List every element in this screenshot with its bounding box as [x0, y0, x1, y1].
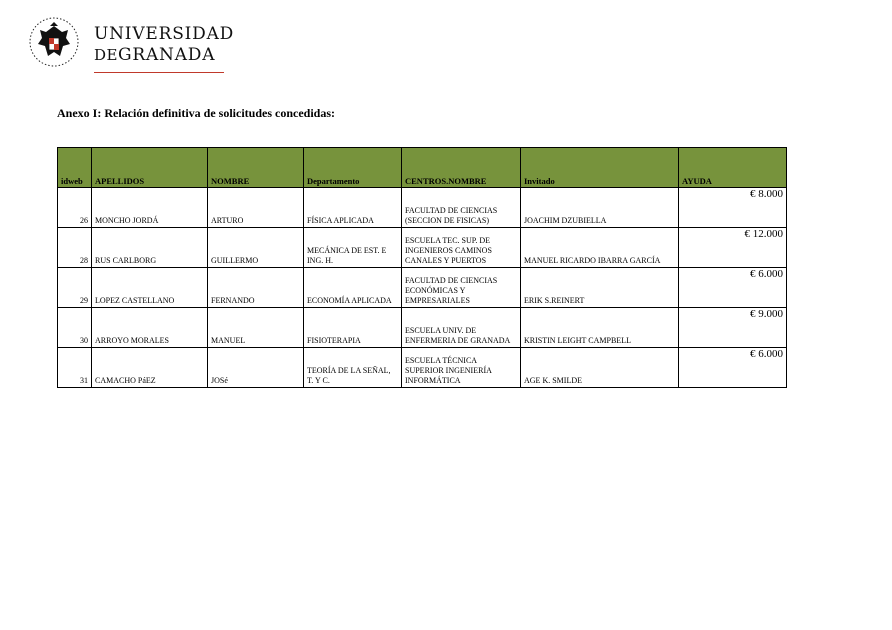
cell-departamento: MECÁNICA DE EST. E ING. H. [304, 228, 402, 268]
table-row [58, 268, 787, 308]
cell-centro: FACULTAD DE CIENCIAS (SECCION DE FISICAS) [402, 188, 521, 228]
cell-centro: ESCUELA UNIV. DE ENFERMERIA DE GRANADA [402, 308, 521, 348]
grants-table [57, 147, 787, 388]
col-header-idweb: idweb [58, 148, 92, 188]
cell-apellidos: LOPEZ CASTELLANO [92, 268, 208, 308]
logo-line-2-main: GRANADA [117, 45, 216, 65]
cell-ayuda: € 6.000 [679, 268, 787, 308]
col-header-invitado: Invitado [521, 148, 679, 188]
cell-departamento: FISIOTERAPIA [304, 308, 402, 348]
cell-apellidos: ARROYO MORALES [92, 308, 208, 348]
cell-nombre: ARTURO [208, 188, 304, 228]
cell-invitado: JOACHIM DZUBIELLA [521, 188, 679, 228]
cell-idweb: 29 [58, 268, 92, 308]
logo-line-1: UNIVERSIDAD [94, 24, 235, 44]
cell-ayuda: € 8.000 [679, 188, 787, 228]
cell-departamento: FÍSICA APLICADA [304, 188, 402, 228]
col-header-departamento: Departamento [304, 148, 402, 188]
cell-departamento: ECONOMÍA APLICADA [304, 268, 402, 308]
university-logo [26, 12, 235, 76]
logo-line-2-prefix: DE [94, 46, 118, 64]
cell-ayuda: € 12.000 [679, 228, 787, 268]
cell-apellidos: RUS CARLBORG [92, 228, 208, 268]
col-header-centro: CENTROS.NOMBRE [402, 148, 521, 188]
cell-centro: ESCUELA TÉCNICA SUPERIOR INGENIERÍA INFORMÁTICA [402, 348, 521, 388]
cell-idweb: 31 [58, 348, 92, 388]
university-crest-icon [28, 16, 80, 68]
cell-invitado: KRISTIN LEIGHT CAMPBELL [521, 308, 679, 348]
cell-invitado: MANUEL RICARDO IBARRA GARCÍA [521, 228, 679, 268]
cell-invitado: ERIK S.REINERT [521, 268, 679, 308]
logo-underline [94, 72, 224, 73]
table-row [58, 188, 787, 228]
cell-centro: FACULTAD DE CIENCIAS ECONÓMICAS Y EMPRESARIALES [402, 268, 521, 308]
cell-invitado: AGE K. SMILDE [521, 348, 679, 388]
table-row [58, 348, 787, 388]
cell-nombre: FERNANDO [208, 268, 304, 308]
cell-idweb: 26 [58, 188, 92, 228]
cell-nombre: MANUEL [208, 308, 304, 348]
cell-apellidos: MONCHO JORDÁ [92, 188, 208, 228]
cell-ayuda: € 9.000 [679, 308, 787, 348]
cell-centro: ESCUELA TEC. SUP. DE INGENIEROS CAMINOS CANALES Y PUERTOS [402, 228, 521, 268]
table-row [58, 228, 787, 268]
cell-nombre: GUILLERMO [208, 228, 304, 268]
page-heading: Anexo I: Relación definitiva de solicitudes concedidas: [57, 106, 335, 120]
col-header-nombre: NOMBRE [208, 148, 304, 188]
cell-apellidos: CAMACHO PáEZ [92, 348, 208, 388]
cell-idweb: 28 [58, 228, 92, 268]
table-row [58, 308, 787, 348]
cell-ayuda: € 6.000 [679, 348, 787, 388]
table-header-row [58, 148, 787, 188]
cell-departamento: TEORÍA DE LA SEÑAL, T. Y C. [304, 348, 402, 388]
cell-nombre: JOSé [208, 348, 304, 388]
cell-idweb: 30 [58, 308, 92, 348]
col-header-ayuda: AYUDA [679, 148, 787, 188]
col-header-apellidos: APELLIDOS [92, 148, 208, 188]
